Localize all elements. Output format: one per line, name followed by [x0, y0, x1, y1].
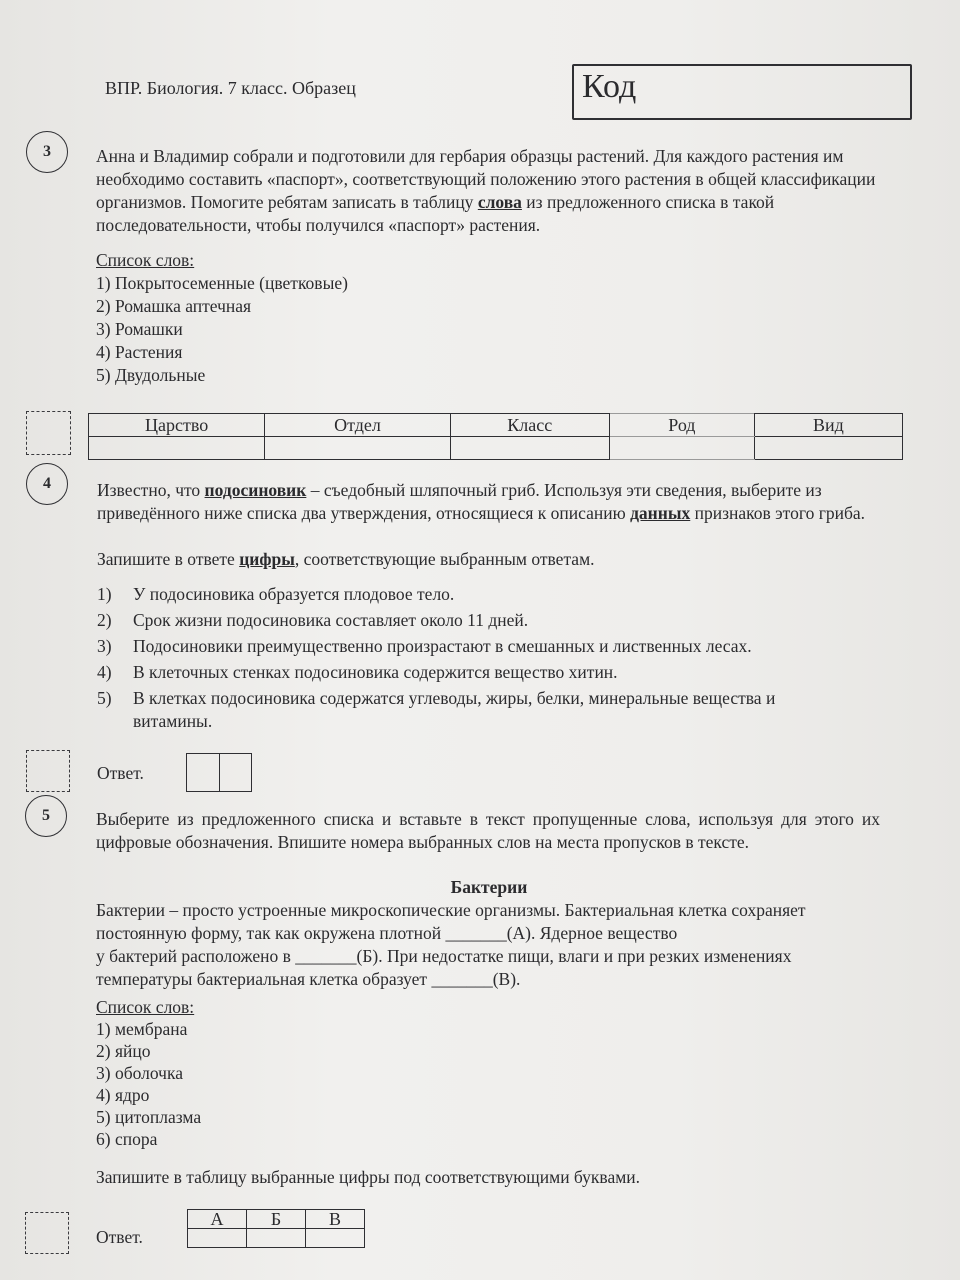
- q5-header-a: А: [188, 1210, 247, 1229]
- q4-item-number: 4): [97, 662, 112, 682]
- q4-instruction-bold: цифры: [239, 549, 295, 569]
- q3-word-list: [96, 249, 348, 387]
- q4-item-text: В клетках подосиновика содержатся углеводы, жиры, белки, минеральные вещества и витамины.: [133, 688, 776, 731]
- q5-list-item: 3) оболочка: [96, 1063, 183, 1083]
- q3-answer-cell[interactable]: [754, 437, 902, 460]
- code-label: Код: [582, 68, 637, 105]
- q5-list-item: 4) ядро: [96, 1085, 150, 1105]
- q3-answer-cell[interactable]: [89, 437, 265, 460]
- q5-passage-line: Бактерии – просто устроенные микроскопические организмы. Бактериальная клетка сохраняет: [96, 900, 806, 920]
- q5-passage-line: у бактерий расположено в _______(Б). При недостатке пищи, влаги и при резких изменениях: [96, 946, 792, 966]
- q4-statement-list: [97, 581, 867, 733]
- q5-answer-cell[interactable]: [306, 1229, 365, 1248]
- q5-list-item: 2) яйцо: [96, 1041, 151, 1061]
- q3-list-item: 5) Двудольные: [96, 365, 206, 385]
- q4-instruction: [97, 548, 595, 571]
- q5-answer-label: Ответ.: [96, 1227, 143, 1247]
- question-3-number: 3: [26, 131, 68, 173]
- q4-answer-cell[interactable]: [187, 754, 220, 791]
- q3-list-item: 4) Растения: [96, 342, 183, 362]
- list-item: [97, 659, 867, 685]
- code-box[interactable]: [572, 64, 912, 120]
- list-item: [97, 633, 867, 659]
- q5-header-v: В: [306, 1210, 365, 1229]
- q3-answer-cell[interactable]: [450, 437, 609, 460]
- q3-list-title: Список слов:: [96, 250, 195, 270]
- q5-instruction: Запишите в таблицу выбранные цифры под соответствующими буквами.: [96, 1167, 641, 1187]
- q3-header-division: Отдел: [265, 414, 450, 437]
- q4-answer-cell[interactable]: [220, 754, 252, 791]
- q5-answer-cell[interactable]: [188, 1229, 247, 1248]
- q5-passage: [96, 899, 896, 991]
- q4-instruction-part2: , соответствующие выбранным ответам.: [294, 549, 595, 569]
- q5-passage-line: температуры бактериальная клетка образует _______(В).: [96, 969, 521, 989]
- q5-answer-table: [187, 1209, 365, 1248]
- q5-list-item: 5) цитоплазма: [96, 1107, 202, 1127]
- question-3-text: [96, 145, 888, 237]
- q5-heading: Бактерии: [450, 877, 528, 897]
- q5-score-box: [25, 1212, 69, 1254]
- question-4-number: 4: [26, 463, 68, 505]
- q5-header-b: Б: [247, 1210, 306, 1229]
- header-title: ВПР. Биология. 7 класс. Образец: [105, 78, 356, 98]
- q3-list-item: 1) Покрытосеменные (цветковые): [96, 273, 348, 293]
- q4-item-number: 2): [97, 610, 112, 630]
- list-item: [97, 687, 867, 733]
- q5-answer-cell[interactable]: [247, 1229, 306, 1248]
- q4-item-text: У подосиновика образуется плодовое тело.: [133, 584, 455, 604]
- q4-text-bold2: данных: [630, 503, 691, 523]
- q5-passage-line: постоянную форму, так как окружена плотной _______(А). Ядерное вещество: [96, 923, 678, 943]
- q4-text-part2: – съедобный шляпочный гриб. Используя эти сведения, выберите из приведённого ниже списка два утверждения, относящиеся к описанию: [97, 480, 822, 523]
- q3-list-item: 2) Ромашка аптечная: [96, 296, 252, 316]
- q3-text-part1: Анна и Владимир собрали и подготовили для гербария образцы растений. Для каждого растения им необходимо составить «паспорт», соответствующий положению этого растения в общей классификации организмов. Помогите ребятам записать в таблицу: [96, 146, 876, 212]
- q4-item-text: Срок жизни подосиновика составляет около 11 дней.: [133, 610, 529, 630]
- q5-list-item: 1) мембрана: [96, 1019, 188, 1039]
- list-item: [97, 581, 867, 607]
- q4-item-text: Подосиновики преимущественно произрастают в смешанных и лиственных лесах.: [133, 636, 752, 656]
- q5-list-item: 6) спора: [96, 1129, 158, 1149]
- list-item: [97, 607, 867, 633]
- q3-answer-cell[interactable]: [609, 437, 754, 460]
- question-4-text: [97, 479, 892, 525]
- q5-word-list: [96, 996, 201, 1150]
- q4-item-number: 3): [97, 636, 112, 656]
- q3-text-bold: слова: [477, 192, 522, 212]
- q4-answer-box: [186, 753, 252, 792]
- q3-header-kingdom: Царство: [89, 414, 265, 437]
- q3-text-part2: из предложенного списка в такой последовательности, чтобы получился «паспорт» растения.: [96, 192, 775, 235]
- q4-item-number: 5): [97, 688, 112, 708]
- q4-text-bold1: подосиновик: [204, 480, 307, 500]
- q3-passport-table: [88, 413, 903, 460]
- q3-header-class: Класс: [450, 414, 609, 437]
- q3-score-box: [26, 411, 71, 455]
- question-5-intro: Выберите из предложенного списка и вставьте в текст пропущенные слова, используя для этого их цифровые обозначения. Впишите номера выбранных слов на места пропусков в тексте.: [96, 809, 880, 852]
- q5-list-title: Список слов:: [96, 997, 195, 1017]
- q3-header-species: Вид: [754, 414, 902, 437]
- q3-list-item: 3) Ромашки: [96, 319, 183, 339]
- q4-text-part1: Известно, что: [97, 480, 205, 500]
- question-5-number: 5: [25, 795, 67, 837]
- q4-item-text: В клеточных стенках подосиновика содержится вещество хитин.: [133, 662, 618, 682]
- q4-score-box: [26, 750, 70, 792]
- q4-text-part3: признаков этого гриба.: [690, 503, 866, 523]
- q4-answer-label: Ответ.: [97, 763, 144, 783]
- q4-item-number: 1): [97, 584, 112, 604]
- q4-instruction-part1: Запишите в ответе: [97, 549, 240, 569]
- q3-answer-cell[interactable]: [265, 437, 450, 460]
- q3-header-genus: Род: [609, 414, 754, 437]
